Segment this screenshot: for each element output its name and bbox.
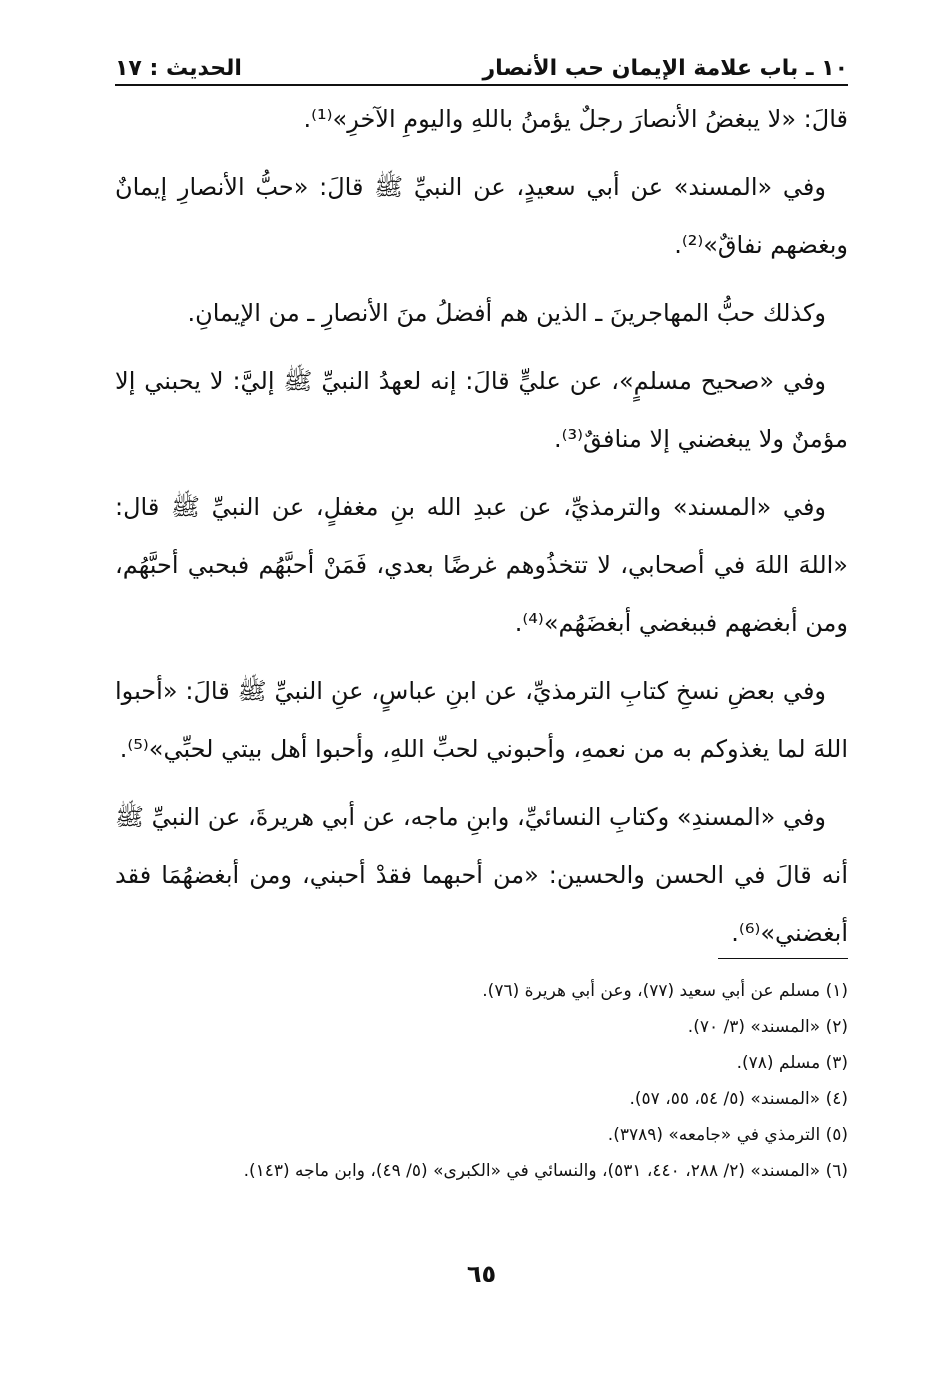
footnotes [115,973,848,1189]
header-rule [115,84,848,86]
paragraph: قالَ: «لا يبغضُ الأنصارَ رجلٌ يؤمنُ باللهِ واليومِ الآخرِ»⁽¹⁾. [303,105,848,133]
main-text [115,90,848,972]
paragraph: وفي «المسندِ» وكتابِ النسائيِّ، وابنِ ماجه، عن أبي هريرةَ، عن النبيِّ ﷺ أنه قالَ في الحسن والحسين: «من أحبهما فقدْ أحبني، ومن أبغضهُمَا فقد أبغضني»⁽⁶⁾. [115,803,848,947]
footnote: (١) مسلم عن أبي سعيد (٧٧)، وعن أبي هريرة (٧٦). [482,981,848,1001]
paragraph: وفي بعضِ نسخِ كتابِ الترمذيِّ، عن ابنِ عباسٍ، عنِ النبيِّ ﷺ قالَ: «أحبوا اللهَ لما يغذوكم به من نعمهِ، وأحبوني لحبِّ اللهِ، وأحبوا أهل بيتي لحبِّي»⁽⁵⁾. [115,677,848,763]
footnote: (٦) «المسند» (٢/ ٢٨٨، ٤٤٠، ٥٣١)، والنسائي في «الكبرى» (٥/ ٤٩)، وابن ماجه (١٤٣). [243,1161,848,1181]
chapter-title: ١٠ ـ باب علامة الإيمان حب الأنصار [482,55,848,81]
footnote: (٢) «المسند» (٣/ ٧٠). [687,1017,848,1037]
paragraph: وفي «المسند» عن أبي سعيدٍ، عن النبيِّ ﷺ قالَ: «حبُّ الأنصارِ إيمانٌ وبغضهم نفاقٌ»⁽²⁾. [115,173,848,259]
page-number: ٦٥ [466,1260,497,1288]
footnote: (٣) مسلم (٧٨). [736,1053,848,1073]
paragraph: وفي «صحيح مسلمٍ»، عن عليٍّ قالَ: إنه لعهدُ النبيِّ ﷺ إليَّ: لا يحبني إلا مؤمنٌ ولا يبغضني إلا منافقٌ⁽³⁾. [115,367,848,453]
footnote: (٤) «المسند» (٥/ ٥٤، ٥٥، ٥٧). [629,1089,848,1109]
footnote: (٥) الترمذي في «جامعه» (٣٧٨٩). [607,1125,848,1145]
book-page [115,40,848,1360]
paragraph: وكذلك حبُّ المهاجرينَ ـ الذين هم أفضلُ منَ الأنصارِ ـ من الإيمانِ. [187,299,826,327]
hadith-number: الحديث : ١٧ [115,55,242,81]
paragraph: وفي «المسند» والترمذيِّ، عن عبدِ الله بنِ مغفلٍ، عن النبيِّ ﷺ قال: «اللهَ اللهَ في أصحابي، لا تتخذُوهم غرضًا بعدي، فَمَنْ أحبَّهُم فبحبي أحبَّهُم، ومن أبغضهم فببغضي أبغضَهُم»⁽⁴⁾. [115,493,848,637]
footnote-rule [718,958,848,959]
running-header [115,50,848,86]
